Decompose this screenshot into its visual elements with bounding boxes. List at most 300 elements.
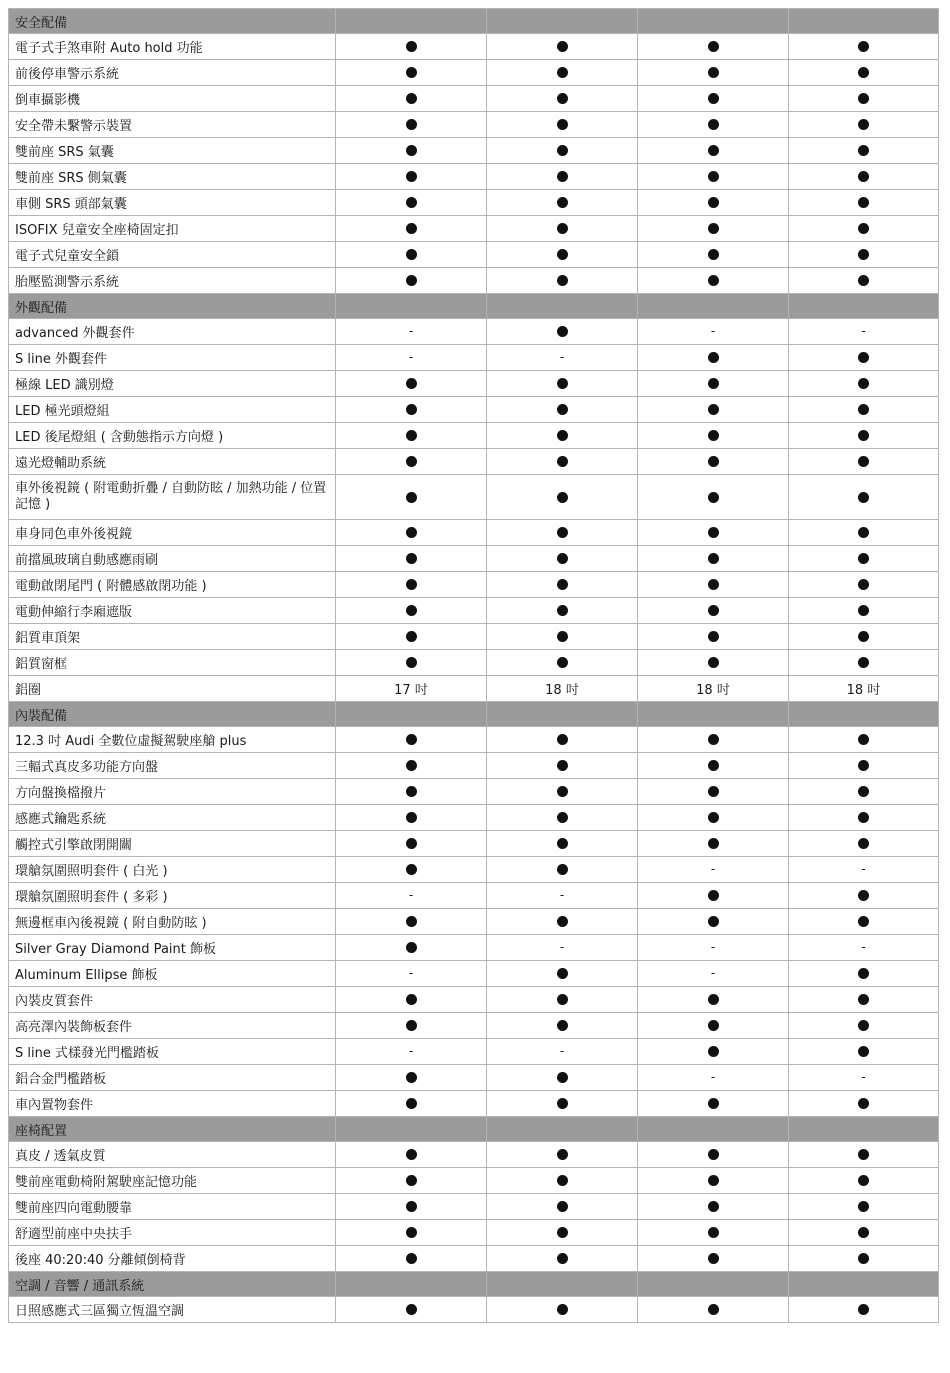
feature-value-cell: [638, 1246, 789, 1272]
feature-value-cell: [638, 1039, 789, 1065]
section-header-cell: [789, 9, 939, 34]
feature-label: Aluminum Ellipse 飾板: [9, 961, 336, 987]
standard-dot-icon: [708, 1046, 719, 1057]
feature-label: 觸控式引擎啟閉開關: [9, 831, 336, 857]
standard-dot-icon: [708, 249, 719, 260]
feature-value-cell: [487, 34, 638, 60]
standard-dot-icon: [406, 223, 417, 234]
not-available-dash: -: [710, 324, 716, 338]
standard-dot-icon: [858, 275, 869, 286]
feature-value-cell: [789, 1297, 939, 1323]
feature-value-cell: [789, 1039, 939, 1065]
standard-dot-icon: [406, 67, 417, 78]
standard-dot-icon: [858, 119, 869, 130]
not-available-dash: -: [861, 862, 866, 876]
feature-value-cell: [336, 397, 487, 423]
feature-value-cell: [336, 1194, 487, 1220]
feature-value-cell: [789, 572, 939, 598]
table-row: [9, 1194, 939, 1220]
feature-value-cell: [336, 857, 487, 883]
standard-dot-icon: [557, 734, 568, 745]
standard-dot-icon: [557, 916, 568, 927]
feature-value-cell: [638, 624, 789, 650]
standard-dot-icon: [406, 1149, 417, 1160]
section-header-row: [9, 294, 939, 319]
section-header-cell: [789, 294, 939, 319]
feature-value-cell: [638, 883, 789, 909]
standard-dot-icon: [858, 67, 869, 78]
feature-label: 胎壓監測警示系統: [9, 268, 336, 294]
table-row: [9, 520, 939, 546]
standard-dot-icon: [708, 378, 719, 389]
feature-value-cell: [336, 423, 487, 449]
table-row: [9, 857, 939, 883]
standard-dot-icon: [708, 1020, 719, 1031]
table-row: [9, 1168, 939, 1194]
feature-value-cell: [789, 935, 939, 961]
table-row: [9, 1013, 939, 1039]
standard-dot-icon: [708, 631, 719, 642]
standard-dot-icon: [557, 1227, 568, 1238]
table-row: [9, 650, 939, 676]
section-header-cell: [487, 9, 638, 34]
feature-label: 前後停車警示系統: [9, 60, 336, 86]
feature-label: 鋁圈: [9, 676, 336, 702]
feature-value-cell: [789, 371, 939, 397]
standard-dot-icon: [557, 786, 568, 797]
feature-value-cell: [487, 727, 638, 753]
standard-dot-icon: [708, 67, 719, 78]
standard-dot-icon: [557, 1020, 568, 1031]
feature-value-cell: [789, 268, 939, 294]
feature-value-cell: [336, 1297, 487, 1323]
feature-value-cell: [789, 319, 939, 345]
not-available-dash: -: [408, 1044, 414, 1058]
standard-dot-icon: [406, 93, 417, 104]
standard-dot-icon: [858, 492, 869, 503]
feature-label: 安全帶未繫警示裝置: [9, 112, 336, 138]
not-available-dash: -: [559, 940, 565, 954]
feature-value-cell: [638, 857, 789, 883]
feature-value-cell: [487, 598, 638, 624]
section-header-cell: [638, 294, 789, 319]
feature-value-cell: [638, 805, 789, 831]
feature-label: 雙前座 SRS 氣囊: [9, 138, 336, 164]
feature-value-cell: [638, 1168, 789, 1194]
standard-dot-icon: [557, 197, 568, 208]
feature-value-cell: [638, 831, 789, 857]
standard-dot-icon: [406, 404, 417, 415]
feature-value-cell: [336, 1065, 487, 1091]
feature-value-cell: [638, 397, 789, 423]
feature-value-cell: [487, 987, 638, 1013]
feature-value-cell: [638, 1142, 789, 1168]
feature-label: 感應式鑰匙系統: [9, 805, 336, 831]
standard-dot-icon: [858, 1149, 869, 1160]
feature-value-cell: [487, 112, 638, 138]
not-available-dash: -: [408, 966, 414, 980]
feature-value-cell: [789, 546, 939, 572]
feature-value-cell: [487, 546, 638, 572]
standard-dot-icon: [708, 553, 719, 564]
standard-dot-icon: [557, 1072, 568, 1083]
standard-dot-icon: [406, 430, 417, 441]
table-row: [9, 909, 939, 935]
section-header-cell: [789, 702, 939, 727]
feature-value-cell: [336, 883, 487, 909]
section-header-cell: [487, 1117, 638, 1142]
standard-dot-icon: [708, 527, 719, 538]
table-row: [9, 987, 939, 1013]
table-row: [9, 371, 939, 397]
feature-value-cell: [336, 779, 487, 805]
standard-dot-icon: [406, 492, 417, 503]
feature-value-cell: [336, 1168, 487, 1194]
table-row: [9, 1091, 939, 1117]
table-row: [9, 779, 939, 805]
not-available-dash: -: [861, 940, 866, 954]
feature-label: 三輻式真皮多功能方向盤: [9, 753, 336, 779]
table-row: [9, 268, 939, 294]
feature-value-cell: [789, 138, 939, 164]
standard-dot-icon: [406, 249, 417, 260]
standard-dot-icon: [708, 838, 719, 849]
feature-value-cell: [336, 138, 487, 164]
section-header-cell: [336, 1272, 487, 1297]
feature-value-cell: [638, 86, 789, 112]
table-row: [9, 86, 939, 112]
standard-dot-icon: [406, 579, 417, 590]
section-header-cell: [336, 702, 487, 727]
section-header-cell: [336, 1117, 487, 1142]
feature-value-cell: [487, 676, 638, 702]
standard-dot-icon: [557, 1304, 568, 1315]
standard-dot-icon: [406, 553, 417, 564]
standard-dot-icon: [557, 456, 568, 467]
feature-value-cell: [336, 935, 487, 961]
standard-dot-icon: [557, 41, 568, 52]
feature-value-cell: [638, 190, 789, 216]
not-available-dash: -: [408, 350, 414, 364]
feature-value-cell: [789, 1194, 939, 1220]
standard-dot-icon: [406, 786, 417, 797]
feature-value-cell: [789, 831, 939, 857]
feature-value-cell: [336, 268, 487, 294]
not-available-dash: -: [710, 940, 716, 954]
feature-value-cell: [336, 216, 487, 242]
standard-dot-icon: [406, 1098, 417, 1109]
standard-dot-icon: [406, 916, 417, 927]
standard-dot-icon: [557, 67, 568, 78]
section-header-row: [9, 9, 939, 34]
feature-value-cell: [789, 857, 939, 883]
standard-dot-icon: [708, 404, 719, 415]
feature-label: 電子式兒童安全鎖: [9, 242, 336, 268]
feature-value-cell: [487, 1194, 638, 1220]
standard-dot-icon: [858, 657, 869, 668]
feature-value-cell: [336, 1013, 487, 1039]
not-available-dash: -: [710, 966, 716, 980]
standard-dot-icon: [557, 119, 568, 130]
feature-value-cell: [638, 216, 789, 242]
feature-value-cell: [789, 753, 939, 779]
section-header-cell: [638, 1272, 789, 1297]
feature-value-cell: [487, 423, 638, 449]
standard-dot-icon: [557, 326, 568, 337]
feature-value-cell: [487, 86, 638, 112]
feature-label: 車身同色車外後視鏡: [9, 520, 336, 546]
standard-dot-icon: [708, 93, 719, 104]
standard-dot-icon: [858, 171, 869, 182]
table-row: [9, 805, 939, 831]
feature-value-cell: [487, 449, 638, 475]
standard-dot-icon: [708, 119, 719, 130]
standard-dot-icon: [557, 492, 568, 503]
table-row: [9, 112, 939, 138]
standard-dot-icon: [858, 430, 869, 441]
table-row: [9, 138, 939, 164]
standard-dot-icon: [858, 734, 869, 745]
feature-value-cell: [336, 572, 487, 598]
section-header-cell: [789, 1117, 939, 1142]
not-available-dash: -: [559, 350, 565, 364]
not-available-dash: -: [408, 324, 414, 338]
feature-value-cell: [336, 86, 487, 112]
standard-dot-icon: [406, 1020, 417, 1031]
standard-dot-icon: [858, 1227, 869, 1238]
standard-dot-icon: [858, 916, 869, 927]
table-row: [9, 1039, 939, 1065]
feature-value-cell: [789, 520, 939, 546]
feature-value-cell: [638, 319, 789, 345]
feature-label: 環艙氛圍照明套件 ( 白光 ): [9, 857, 336, 883]
feature-value-cell: [638, 909, 789, 935]
section-header-row: [9, 1272, 939, 1297]
standard-dot-icon: [557, 968, 568, 979]
standard-dot-icon: [708, 994, 719, 1005]
standard-dot-icon: [406, 1227, 417, 1238]
standard-dot-icon: [708, 605, 719, 616]
feature-value-cell: [487, 164, 638, 190]
standard-dot-icon: [406, 171, 417, 182]
feature-value-cell: [638, 1013, 789, 1039]
table-row: [9, 397, 939, 423]
table-row: [9, 164, 939, 190]
standard-dot-icon: [557, 657, 568, 668]
standard-dot-icon: [557, 145, 568, 156]
table-row: [9, 345, 939, 371]
feature-value-cell: [789, 1091, 939, 1117]
section-title: 空調 / 音響 / 通訊系統: [9, 1272, 336, 1297]
table-row: [9, 883, 939, 909]
feature-label: 真皮 / 透氣皮質: [9, 1142, 336, 1168]
feature-value-cell: [638, 1194, 789, 1220]
feature-value-cell: [487, 397, 638, 423]
standard-dot-icon: [858, 553, 869, 564]
feature-label: 舒適型前座中央扶手: [9, 1220, 336, 1246]
feature-value-cell: [487, 1142, 638, 1168]
table-row: [9, 935, 939, 961]
feature-label: 遠光燈輔助系統: [9, 449, 336, 475]
feature-value-cell: [336, 1091, 487, 1117]
feature-value-cell: [336, 345, 487, 371]
section-header-cell: [789, 1272, 939, 1297]
standard-dot-icon: [858, 249, 869, 260]
standard-dot-icon: [557, 553, 568, 564]
not-available-dash: -: [710, 1070, 716, 1084]
feature-label: LED 極光頭燈組: [9, 397, 336, 423]
standard-dot-icon: [858, 579, 869, 590]
standard-dot-icon: [406, 1253, 417, 1264]
table-row: [9, 216, 939, 242]
standard-dot-icon: [557, 275, 568, 286]
standard-dot-icon: [858, 1046, 869, 1057]
standard-dot-icon: [406, 1072, 417, 1083]
standard-dot-icon: [557, 378, 568, 389]
feature-value-cell: [336, 753, 487, 779]
feature-value-cell: [487, 883, 638, 909]
feature-value-cell: [789, 475, 939, 520]
feature-label: 無邊框車內後視鏡 ( 附自動防眩 ): [9, 909, 336, 935]
standard-dot-icon: [858, 968, 869, 979]
feature-value-cell: [487, 1065, 638, 1091]
feature-value-cell: [487, 319, 638, 345]
standard-dot-icon: [858, 223, 869, 234]
table-row: [9, 624, 939, 650]
feature-value-cell: [487, 1091, 638, 1117]
feature-value-cell: [638, 520, 789, 546]
section-title: 內裝配備: [9, 702, 336, 727]
feature-value-cell: [487, 831, 638, 857]
standard-dot-icon: [858, 838, 869, 849]
feature-value-cell: [487, 138, 638, 164]
feature-label: 電動伸縮行李廂遮版: [9, 598, 336, 624]
standard-dot-icon: [708, 171, 719, 182]
feature-value-cell: [638, 572, 789, 598]
standard-dot-icon: [858, 605, 869, 616]
standard-dot-icon: [708, 430, 719, 441]
standard-dot-icon: [557, 1201, 568, 1212]
standard-dot-icon: [708, 786, 719, 797]
feature-value-cell: [789, 1065, 939, 1091]
standard-dot-icon: [708, 1227, 719, 1238]
feature-label: 雙前座電動椅附駕駛座記憶功能: [9, 1168, 336, 1194]
feature-value-cell: [487, 753, 638, 779]
feature-value-cell: [638, 935, 789, 961]
table-row: [9, 319, 939, 345]
standard-dot-icon: [406, 838, 417, 849]
section-title: 安全配備: [9, 9, 336, 34]
standard-dot-icon: [858, 1201, 869, 1212]
section-header-row: [9, 702, 939, 727]
feature-value-cell: [638, 1091, 789, 1117]
not-available-dash: -: [861, 1070, 866, 1084]
feature-value-cell: [789, 727, 939, 753]
feature-label: 環艙氛圍照明套件 ( 多彩 ): [9, 883, 336, 909]
feature-value-cell: [638, 449, 789, 475]
not-available-dash: -: [408, 888, 414, 902]
feature-value-cell: [638, 676, 789, 702]
feature-value-cell: [789, 624, 939, 650]
feature-label: 前擋風玻璃自動感應雨刷: [9, 546, 336, 572]
feature-label: 電動啟閉尾門 ( 附體感啟閉功能 ): [9, 572, 336, 598]
standard-dot-icon: [858, 994, 869, 1005]
feature-value-cell: [336, 805, 487, 831]
feature-label: 倒車攝影機: [9, 86, 336, 112]
feature-value-cell: [336, 1142, 487, 1168]
standard-dot-icon: [406, 994, 417, 1005]
feature-value-cell: [789, 1246, 939, 1272]
feature-value-cell: [789, 676, 939, 702]
feature-value-cell: [638, 779, 789, 805]
standard-dot-icon: [858, 145, 869, 156]
feature-value-cell: [336, 319, 487, 345]
feature-value-cell: [487, 935, 638, 961]
feature-label: 12.3 吋 Audi 全數位虛擬駕駛座艙 plus: [9, 727, 336, 753]
feature-value-cell: [487, 1220, 638, 1246]
feature-value-cell: [638, 60, 789, 86]
section-header-cell: [487, 1272, 638, 1297]
standard-dot-icon: [708, 1149, 719, 1160]
feature-value-cell: [789, 909, 939, 935]
standard-dot-icon: [708, 1098, 719, 1109]
standard-dot-icon: [858, 1020, 869, 1031]
feature-value-cell: [336, 60, 487, 86]
feature-label: 高亮澤內裝飾板套件: [9, 1013, 336, 1039]
feature-value-cell: [336, 909, 487, 935]
standard-dot-icon: [858, 1253, 869, 1264]
table-row: [9, 676, 939, 702]
feature-value-cell: [638, 138, 789, 164]
table-row: [9, 598, 939, 624]
standard-dot-icon: [708, 352, 719, 363]
standard-dot-icon: [406, 864, 417, 875]
standard-dot-icon: [406, 41, 417, 52]
table-row: [9, 727, 939, 753]
feature-label: advanced 外觀套件: [9, 319, 336, 345]
table-row: [9, 1220, 939, 1246]
standard-dot-icon: [557, 838, 568, 849]
feature-value-cell: [487, 1297, 638, 1323]
section-header-cell: [336, 9, 487, 34]
feature-value-cell: [789, 397, 939, 423]
standard-dot-icon: [858, 352, 869, 363]
feature-label: 鋁合金門檻踏板: [9, 1065, 336, 1091]
feature-value-cell: [487, 268, 638, 294]
standard-dot-icon: [858, 786, 869, 797]
table-row: [9, 831, 939, 857]
table-row: [9, 34, 939, 60]
section-header-cell: [638, 1117, 789, 1142]
table-row: [9, 546, 939, 572]
standard-dot-icon: [858, 93, 869, 104]
feature-value-cell: [789, 987, 939, 1013]
standard-dot-icon: [406, 1175, 417, 1186]
table-row: [9, 449, 939, 475]
feature-value-cell: [638, 1220, 789, 1246]
standard-dot-icon: [406, 1201, 417, 1212]
table-row: [9, 475, 939, 520]
table-row: [9, 60, 939, 86]
standard-dot-icon: [708, 734, 719, 745]
feature-value-cell: [638, 753, 789, 779]
standard-dot-icon: [858, 527, 869, 538]
standard-dot-icon: [708, 41, 719, 52]
feature-value-cell: [336, 546, 487, 572]
table-row: [9, 1297, 939, 1323]
standard-dot-icon: [557, 1098, 568, 1109]
standard-dot-icon: [708, 890, 719, 901]
